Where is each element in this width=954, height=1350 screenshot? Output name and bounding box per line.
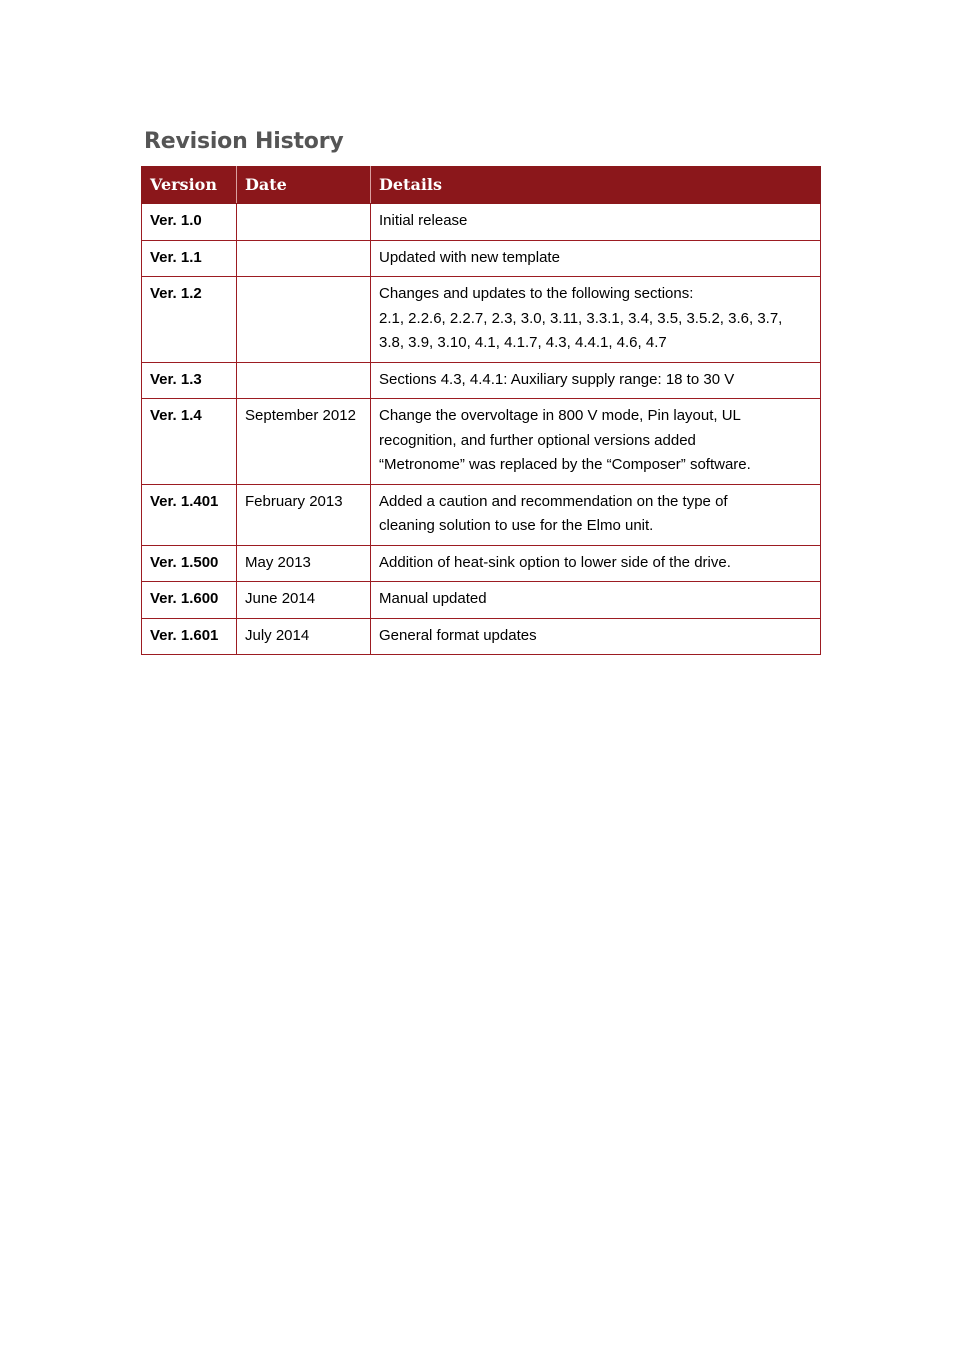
table-row (142, 362, 821, 399)
table-row (142, 484, 821, 545)
date-cell: July 2014 (237, 618, 371, 655)
version-cell: Ver. 1.4 (142, 399, 237, 485)
column-header-details: Details (371, 167, 821, 204)
table-row (142, 399, 821, 485)
column-header-version: Version (142, 167, 237, 204)
details-line: Initial release (379, 212, 468, 229)
date-cell (237, 240, 371, 277)
table-row (142, 545, 821, 582)
details-line: General format updates (379, 626, 537, 644)
table-header-row (142, 167, 821, 204)
version-cell: Ver. 1.2 (142, 277, 237, 363)
details-cell (371, 240, 821, 277)
column-header-date: Date (237, 167, 371, 204)
page-title: Revision History (144, 129, 344, 154)
details-line: Added a caution and recommendation on the type of (379, 492, 728, 510)
date-cell: February 2013 (237, 484, 371, 545)
date-cell (237, 204, 371, 241)
date-cell (237, 362, 371, 399)
details-line: Addition of heat-sink option to lower side of the drive. (379, 553, 731, 571)
details-line: “Metronome” was replaced by the “Composer” software. (379, 456, 751, 473)
table-row (142, 204, 821, 241)
table-row (142, 240, 821, 277)
details-line: Manual updated (379, 590, 487, 607)
version-cell: Ver. 1.3 (142, 362, 237, 399)
version-cell: Ver. 1.500 (142, 545, 237, 582)
details-line: Updated with new template (379, 248, 560, 266)
details-cell (371, 484, 821, 545)
details-line: 2.1, 2.2.6, 2.2.7, 2.3, 3.0, 3.11, 3.3.1, 3.4, 3.5, 3.5.2, 3.6, 3.7, (379, 309, 783, 327)
date-cell: May 2013 (237, 545, 371, 582)
details-cell (371, 618, 821, 655)
details-cell (371, 399, 821, 485)
date-cell: June 2014 (237, 582, 371, 619)
table-row (142, 277, 821, 363)
version-cell: Ver. 1.600 (142, 582, 237, 619)
details-line: Change the overvoltage in 800 V mode, Pin layout, UL (379, 407, 741, 424)
version-cell: Ver. 1.0 (142, 204, 237, 241)
version-cell: Ver. 1.601 (142, 618, 237, 655)
table-row (142, 618, 821, 655)
table-row (142, 582, 821, 619)
revision-history-table (141, 166, 821, 655)
details-cell (371, 362, 821, 399)
details-cell (371, 582, 821, 619)
details-cell (371, 545, 821, 582)
details-cell (371, 277, 821, 363)
version-cell: Ver. 1.401 (142, 484, 237, 545)
version-cell: Ver. 1.1 (142, 240, 237, 277)
details-line: 3.8, 3.9, 3.10, 4.1, 4.1.7, 4.3, 4.4.1, 4.6, 4.7 (379, 334, 667, 351)
date-cell: September 2012 (237, 399, 371, 485)
details-line: Changes and updates to the following sections: (379, 285, 694, 302)
details-line: cleaning solution to use for the Elmo unit. (379, 517, 654, 534)
date-cell (237, 277, 371, 363)
details-line: Sections 4.3, 4.4.1: Auxiliary supply range: 18 to 30 V (379, 370, 735, 388)
details-cell (371, 204, 821, 241)
details-line: recognition, and further optional versions added (379, 431, 696, 449)
